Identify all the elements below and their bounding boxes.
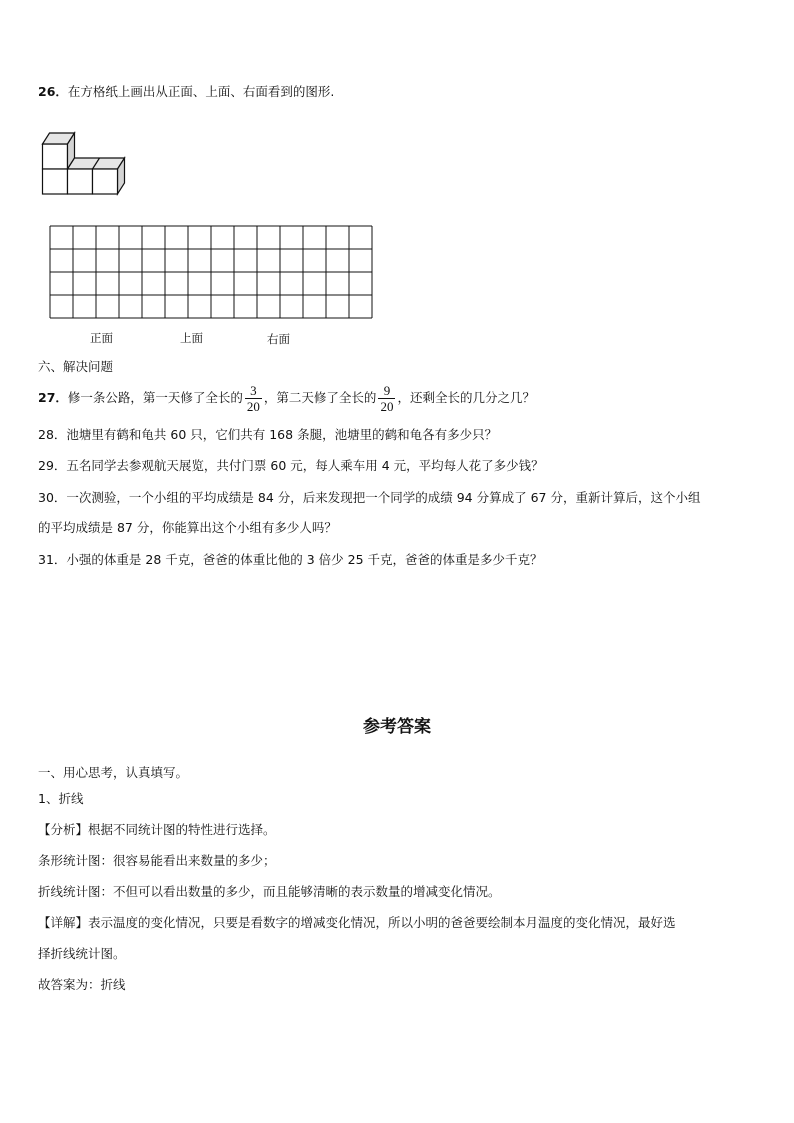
question-30-line-1: 30．一次测验，一个小组的平均成绩是 84 分，后来发现把一个同学的成绩 94 分算成了 67 分，重新计算后，这个小组: [38, 490, 701, 505]
answer-line-chart: 折线统计图：不但可以看出数量的多少，而且能够清晰的表示数量的增减变化情况。: [38, 884, 501, 899]
answer-detail-line-1: 【详解】表示温度的变化情况，只要是看数字的增减变化情况，所以小明的爸爸要绘制本月温度的变化情况，最好选: [38, 915, 676, 930]
question-text-middle: ，第二天修了全长的: [263, 390, 377, 405]
answer-1: 1、折线: [38, 791, 84, 806]
cube-bottom-2: [68, 169, 93, 194]
cube-top-front: [43, 144, 68, 169]
fraction-1: [245, 383, 262, 414]
answer-final: 故答案为：折线: [38, 977, 126, 992]
answer-bar-chart: 条形统计图：很容易能看出来数量的多少；: [38, 853, 276, 868]
question-30-line-2: 的平均成绩是 87 分，你能算出这个小组有多少人吗？: [38, 520, 337, 535]
cube-figure: [40, 130, 140, 202]
answer-detail-line-2: 择折线统计图。: [38, 946, 126, 961]
label-right: 右面: [267, 332, 290, 346]
question-26: [38, 84, 334, 100]
question-text-before: 修一条公路，第一天修了全长的: [67, 390, 243, 405]
fraction-2: [378, 383, 395, 414]
cube-bottom-3: [93, 169, 118, 194]
fraction-1-numerator: 3: [245, 383, 262, 399]
fraction-2-numerator: 9: [378, 383, 395, 399]
question-31: 31．小强的体重是 28 千克，爸爸的体重比他的 3 倍少 25 千克，爸爸的体重是多少千克？: [38, 552, 543, 567]
question-text-after: ，还剩全长的几分之几？: [397, 390, 535, 405]
question-text: 在方格纸上画出从正面、上面、右面看到的图形.: [67, 84, 335, 99]
question-number: 27．: [38, 390, 68, 405]
fraction-1-denominator: 20: [246, 399, 260, 414]
question-28: 28．池塘里有鹤和龟共 60 只，它们共有 168 条腿，池塘里的鹤和龟各有多少只？: [38, 427, 498, 442]
label-top: 上面: [180, 331, 203, 345]
label-front: 正面: [90, 331, 113, 345]
section-heading: 六、解决问题: [38, 359, 114, 374]
question-29: 29．五名同学去参观航天展览，共付门票 60 元，每人乘车用 4 元，平均每人花了多少钱？: [38, 458, 544, 473]
cube-bottom-1: [43, 169, 68, 194]
answers-section-heading: 一、用心思考，认真填写。: [38, 765, 189, 780]
question-number: 26．: [38, 84, 68, 99]
fraction-2-denominator: 20: [380, 399, 394, 414]
question-27: [38, 378, 535, 418]
answer-analysis: 【分析】根据不同统计图的特性进行选择。: [38, 822, 276, 837]
grid-paper: [46, 224, 376, 324]
answers-title: 参考答案: [363, 717, 431, 737]
